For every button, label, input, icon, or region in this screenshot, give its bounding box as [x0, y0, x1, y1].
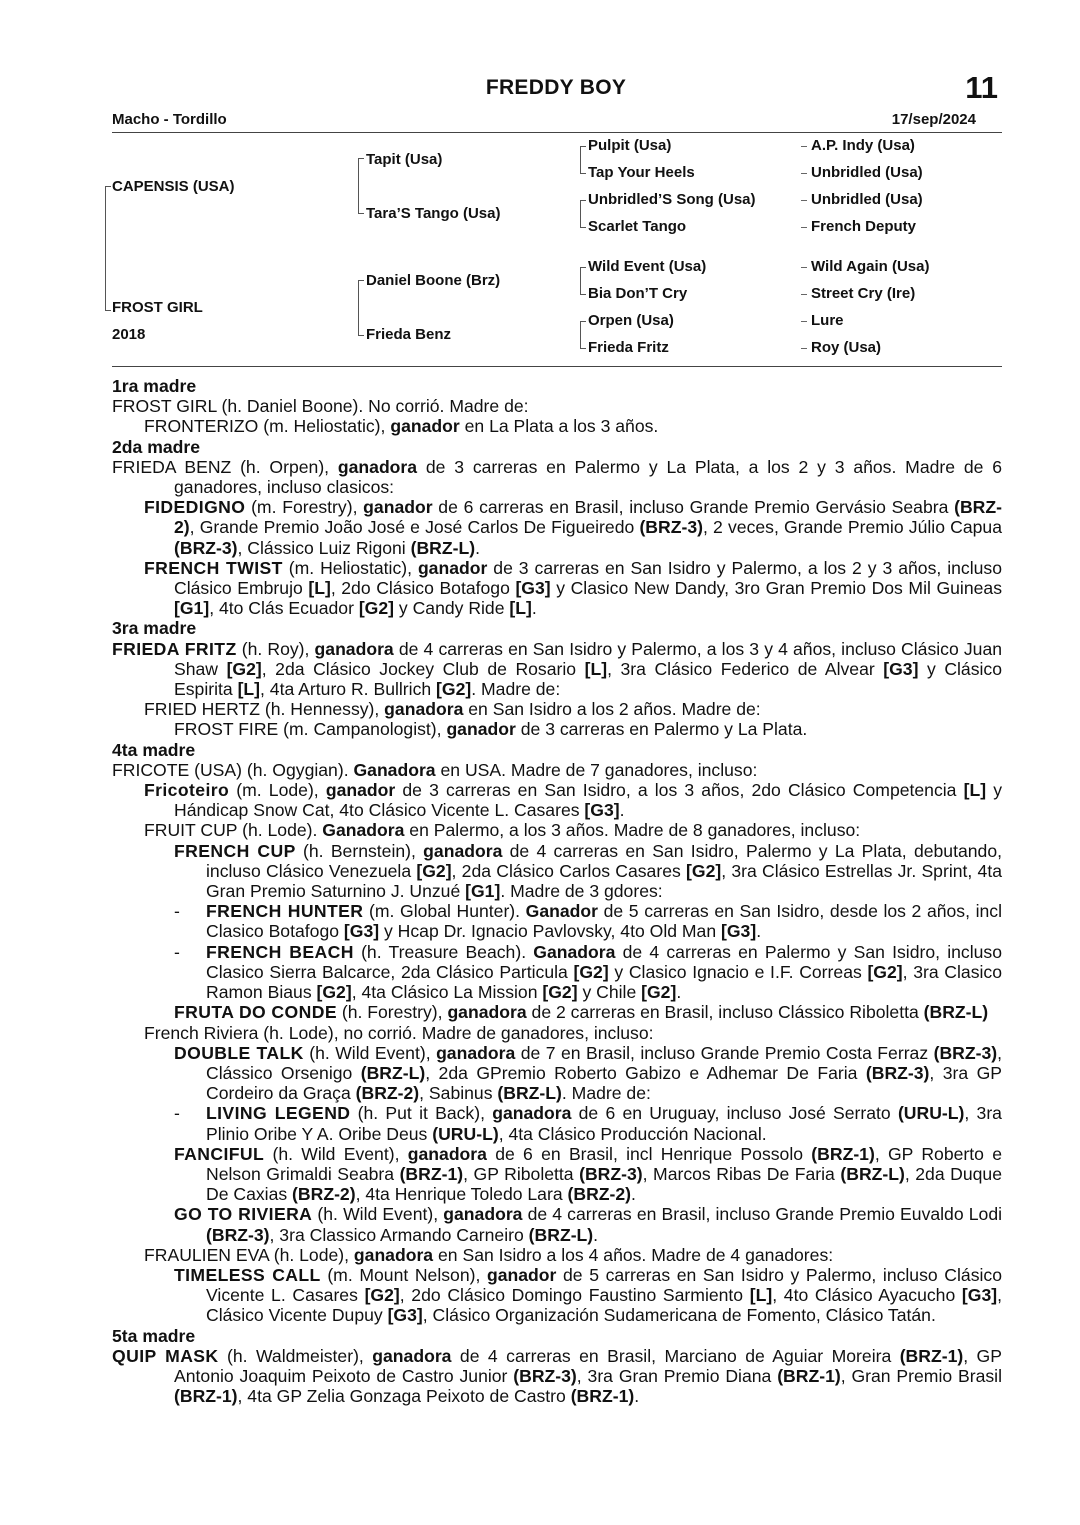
- pedigree-g4-1: A.P. Indy (Usa): [811, 137, 915, 154]
- dam-entry: FRIEDA BENZ (h. Orpen), ganadora de 3 carreras en Palermo y La Plata, a los 2 y 3 años. Madre de 6 ganadores, incluso clasicos:: [112, 456, 1002, 498]
- section-heading: 1ra madre: [112, 376, 197, 396]
- catalog-body: [112, 376, 1002, 1406]
- pedigree-g4-8: Roy (Usa): [811, 339, 882, 356]
- produce-entry: GO TO RIVIERA (h. Wild Event), ganadora de 4 carreras en Brasil, incluso Grande Premio Euvaldo Lodi (BRZ-3), 3ra Classico Armando Carneiro (BRZ-L).: [174, 1204, 1003, 1245]
- pedigree-dam-year: 2018: [112, 326, 146, 343]
- produce-entry: FRENCH TWIST (m. Heliostatic), ganador de 3 carreras en San Isidro y Palermo, a los 2 y 3 años, incluso Clásico Embrujo [L], 2do Clásico Botafogo [G3] y Clasico New Dandy, 3ro Gran Premio Dos Mil Guineas [G1], 4to Clás Ecuador [G2] y Candy Ride [L].: [144, 557, 1002, 619]
- pedigree-g4-7: Lure: [811, 312, 844, 329]
- produce-entry: FRONTERIZO (m. Heliostatic), ganador en La Plata a los 3 años.: [144, 416, 659, 437]
- pedigree-sd: Tara’S Tango (Usa): [366, 205, 501, 222]
- produce-entry: DOUBLE TALK (h. Wild Event), ganadora de 7 en Brasil, incluso Grande Premio Costa Ferraz (BRZ-3), Clássico Orsenigo (BRZ-L), 2da GPremio Roberto Gabizo e Adhemar De Faria (BRZ-3), 3ra GP Cordeiro da Graça (BRZ-2), Sabinus (BRZ-L). Madre de:: [174, 1042, 1003, 1104]
- produce-entry: FRIED HERTZ (h. Hennessy), ganadora en San Isidro a los 2 años. Madre de:: [144, 699, 761, 720]
- pedigree-bracket-dd: [580, 321, 586, 349]
- produce-entry: FRAULIEN EVA (h. Lode), ganadora en San Isidro a los 4 años. Madre de 4 ganadores:: [144, 1244, 834, 1265]
- pedigree-dash: [801, 146, 807, 147]
- pedigree-g4-3: Unbridled (Usa): [811, 191, 923, 208]
- pedigree-bracket-ss: [580, 146, 586, 174]
- dam-entry: FROST GIRL (h. Daniel Boone). No corrió. Madre de:: [112, 396, 529, 417]
- pedigree-dash: [801, 321, 807, 322]
- produce-entry: French Riviera (h. Lode), no corrió. Madre de ganadores, incluso:: [144, 1022, 654, 1043]
- pedigree-bracket-sd: [580, 200, 586, 228]
- produce-entry: FIDEDIGNO (m. Forestry), ganador de 6 carreras en Brasil, incluso Grande Premio Gervásio Seabra (BRZ-2), Grande Premio João José e José Carlos De Figueiredo (BRZ-3), 2 veces, Grande Premio Júlio Capua (BRZ-3), Clássico Luiz Rigoni (BRZ-L).: [144, 497, 1003, 558]
- pedigree-dds: Orpen (Usa): [588, 312, 674, 329]
- pedigree-dss: Wild Event (Usa): [588, 258, 707, 275]
- pedigree-dash: [801, 173, 807, 174]
- produce-entry: Fricoteiro (m. Lode), ganador de 3 carreras en San Isidro, a los 3 años, 2do Clásico Competencia [L] y Hándicap Snow Cat, 4to Clásico Vicente L. Casares [G3].: [144, 780, 1002, 821]
- pedigree-g4-2: Unbridled (Usa): [811, 164, 923, 181]
- dam-entry: FRIEDA FRITZ (h. Roy), ganadora de 4 carreras en San Isidro y Palermo, a los 3 y 4 años, incluso Clásico Juan Shaw [G2], 2da Clásico Jockey Club de Rosario [L], 3ra Clásico Federico de Alvear [G3] y Clásico Espirita [L], 4ta Arturo R. Bullrich [G2]. Madre de:: [112, 638, 1003, 700]
- pedigree-bracket-gen1-b: [105, 186, 111, 311]
- pedigree-ddd: Frieda Fritz: [588, 339, 669, 356]
- produce-entry: FRUTA DO CONDE (h. Forestry), ganadora de 2 carreras en Brasil, incluso Clássico Riboletta (BRZ-L): [174, 1002, 989, 1023]
- pedigree-sds: Unbridled’S Song (Usa): [588, 191, 756, 208]
- pedigree-ss: Tapit (Usa): [366, 151, 443, 168]
- produce-entry: FRENCH CUP (h. Bernstein), ganadora de 4 carreras en San Isidro, Palermo y La Plata, debutando, incluso Clásico Venezuela [G2], 2da Clásico Carlos Casares [G2], 3ra Clásico Estrellas Jr. Sprint, 4ta Gran Premio Saturnino J. Unzué [G1]. Madre de 3 gdores:: [174, 840, 1002, 902]
- pedigree-dash: [801, 294, 807, 295]
- pedigree-dsd: Bia Don’T Cry: [588, 285, 688, 302]
- pedigree-g4-4: French Deputy: [811, 218, 917, 235]
- section-heading: 3ra madre: [112, 618, 197, 639]
- sex-color: Macho - Tordillo: [112, 111, 227, 128]
- pedigree-dash: [801, 200, 807, 201]
- produce-entry: - FRENCH HUNTER (m. Global Hunter). Ganador de 5 carreras en San Isidro, desde los 2 años, incl Clasico Botafogo [G3] y Hcap Dr. Ignacio Pavlovsky, 4to Old Man [G3].: [174, 901, 1002, 942]
- produce-entry: - LIVING LEGEND (h. Put it Back), ganadora de 6 en Uruguay, incluso José Serrato (URU-L), 3ra Plinio Oribe Y A. Oribe Deus (URU-L), 4ta Clásico Producción Nacional.: [174, 1103, 1002, 1144]
- produce-entry: - FRENCH BEACH (h. Treasure Beach). Ganadora de 4 carreras en Palermo y San Isidro, incluso Clasico Sierra Balcarce, 2da Clásico Particula [G2] y Clasico Ignacio e I.F. Correas [G2], 3ra Clasico Ramon Biaus [G2], 4ta Clásico La Mission [G2] y Chile [G2].: [174, 941, 1002, 1003]
- pedigree-g4-6: Street Cry (Ire): [811, 285, 916, 302]
- produce-entry: TIMELESS CALL (m. Mount Nelson), ganador de 5 carreras en San Isidro y Palermo, incluso Clásico Vicente L. Casares [G2], 2do Clásico Domingo Faustino Sarmiento [L], 4to Clásico Ayacucho [G3], Clásico Vicente Dupuy [G3], Clásico Organización Sudamericana de Fomento, Clásico Tatán.: [174, 1264, 1002, 1326]
- pedigree-bracket-sire: [358, 158, 364, 214]
- pedigree-dash: [801, 227, 807, 228]
- sale-date: 17/sep/2024: [891, 111, 976, 128]
- pedigree-dash: [801, 267, 807, 268]
- pedigree-dam: FROST GIRL: [112, 299, 203, 316]
- pedigree-rule: [112, 366, 1002, 367]
- pedigree-sdd: Scarlet Tango: [588, 218, 687, 235]
- pedigree-ssd: Tap Your Heels: [588, 164, 695, 181]
- pedigree-sss: Pulpit (Usa): [588, 137, 672, 154]
- pedigree-ds: Daniel Boone (Brz): [366, 272, 501, 289]
- produce-entry: FANCIFUL (h. Wild Event), ganadora de 6 en Brasil, incl Henrique Possolo (BRZ-1), GP Roberto e Nelson Grimaldi Seabra (BRZ-1), GP Riboletta (BRZ-3), Marcos Ribas De Faria (BRZ-L), 2da Duque De Caxias (BRZ-2), 4ta Henrique Toledo Lara (BRZ-2).: [174, 1143, 1002, 1205]
- produce-entry: FROST FIRE (m. Campanologist), ganador de 3 carreras en Palermo y La Plata.: [174, 719, 808, 740]
- pedigree-dash: [801, 348, 807, 349]
- horse-name: FREDDY BOY: [485, 76, 627, 99]
- lot-number: 11: [965, 70, 998, 105]
- pedigree-bracket-ds: [580, 267, 586, 295]
- section-heading: 2da madre: [112, 436, 201, 457]
- pedigree-bracket-dam: [358, 280, 364, 336]
- produce-entry: FRUIT CUP (h. Lode). Ganadora en Palermo, a los 3 años. Madre de 8 ganadores, incluso:: [144, 820, 861, 841]
- dam-entry: FRICOTE (USA) (h. Ogygian). Ganadora en USA. Madre de 7 ganadores, incluso:: [112, 759, 758, 780]
- dam-entry: QUIP MASK (h. Waldmeister), ganadora de 4 carreras en Brasil, Marciano de Aguiar Moreira (BRZ-1), GP Antonio Joaquim Peixoto de Castro Junior (BRZ-3), 3ra Gran Premio Diana (BRZ-1), Gran Premio Brasil (BRZ-1), 4ta GP Zelia Gonzaga Peixoto de Castro (BRZ-1).: [112, 1345, 1002, 1407]
- section-heading: 4ta madre: [112, 739, 196, 760]
- pedigree-g4-5: Wild Again (Usa): [811, 258, 930, 275]
- section-heading: 5ta madre: [112, 1325, 196, 1346]
- pedigree-dd: Frieda Benz: [366, 326, 452, 343]
- pedigree-sire: CAPENSIS (USA): [112, 178, 235, 195]
- header-rule: [112, 132, 1002, 133]
